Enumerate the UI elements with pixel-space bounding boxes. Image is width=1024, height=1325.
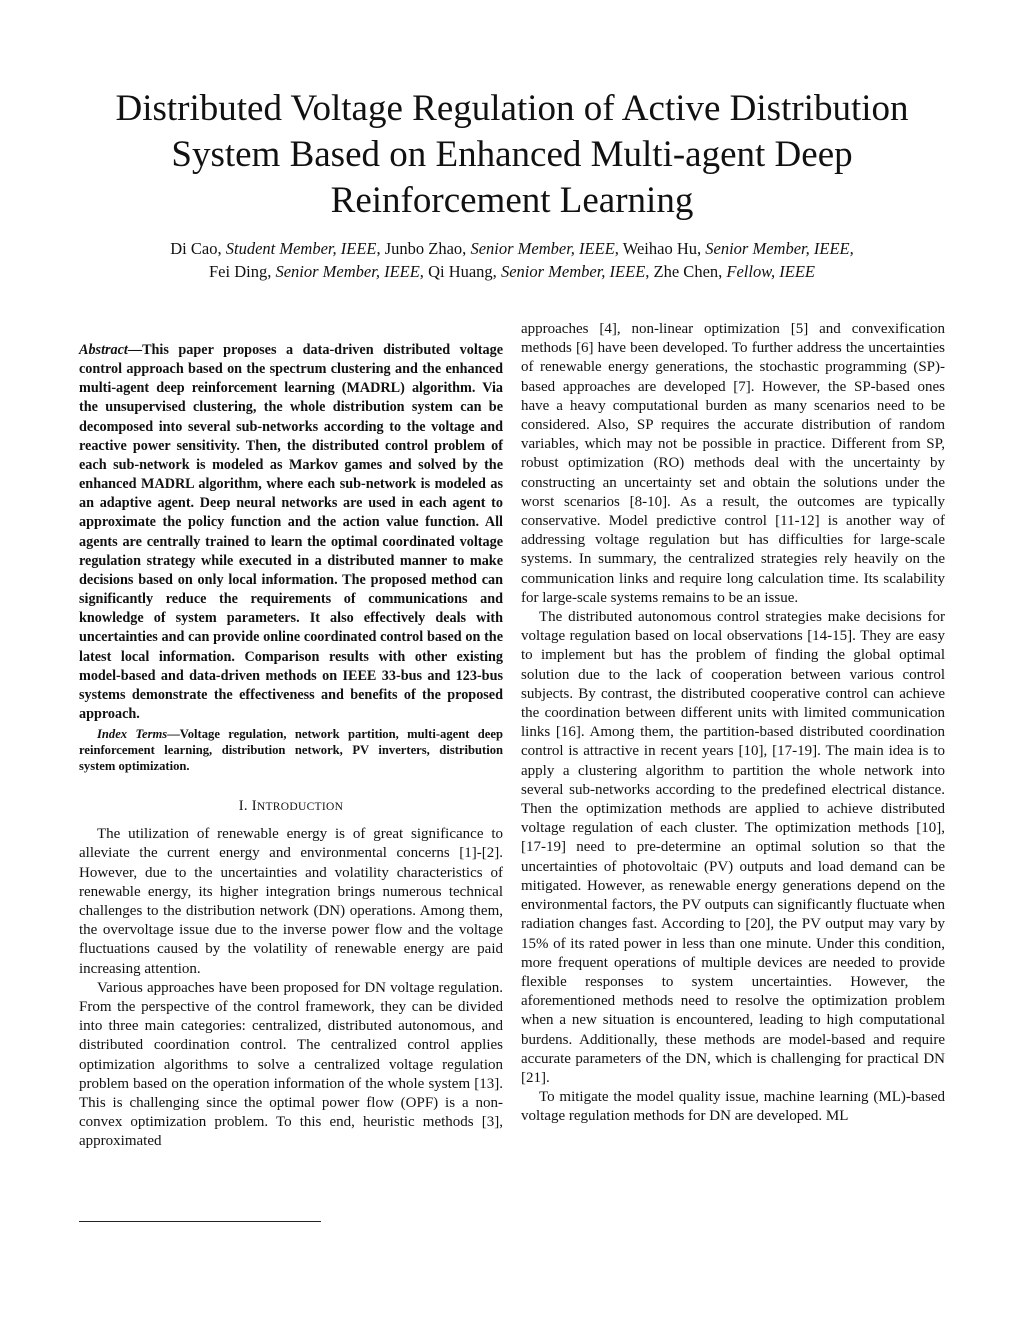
index-terms-body: —Voltage regulation, network partition, multi-agent deep reinforcement learning, distribution network, PV inverters, distribution system optimization.	[79, 727, 503, 774]
left-column	[79, 320, 503, 1152]
section-numeral: I. I	[238, 798, 257, 815]
right-column	[521, 320, 945, 1127]
author-membership: Fellow, IEEE	[726, 262, 815, 281]
section-heading-introduction	[79, 798, 503, 815]
author-name: , Weihao Hu,	[614, 239, 706, 258]
author-membership: Senior Member, IEEE,	[275, 262, 424, 281]
author-name: Di Cao,	[170, 239, 226, 258]
index-terms-label: Index Terms	[97, 727, 168, 742]
author-list	[40, 237, 984, 283]
abstract-label: Abstract	[79, 342, 128, 358]
author-name: Qi Huang,	[423, 262, 501, 281]
author-line	[40, 260, 984, 283]
body-paragraph: The utilization of renewable energy is of great significance to alleviate the current energy and environmental concerns [1]-[2]. However, due to the uncertainties and volatility characteristics of renewable energy, its higher integration brings numerous technical challenges to the distribution network (DN) operations. Among them, the overvoltage issue due to the inverse power flow and the voltage fluctuations caused by the volatility of renewable energy are paid increasing attention.	[79, 826, 503, 977]
paper-title	[40, 86, 984, 224]
body-paragraph: Various approaches have been proposed for DN voltage regulation. From the perspective of the control framework, they can be divided into three main categories: centralized, distributed autonomous, and distributed coordination control. The centralized control applies optimization algorithms to solve a centralized voltage regulation problem based on the operation information of the whole system [13]. This is challenging since the optimal power flow (OPF) is a non-convex optimization problem. To this end, heuristic methods [3], approximated	[79, 979, 503, 1150]
abstract-body: —This paper proposes a data-driven distributed voltage control approach based on the spectrum clustering and the enhanced multi-agent deep reinforcement learning (MADRL) algorithm. Via the unsupervised clustering, the whole distribution system can be decomposed into several sub-networks according to the voltage and reactive power sensitivity. Then, the distributed control problem of each sub-network is modeled as Markov games and solved by the enhanced MADRL algorithm, where each sub-network is modeled as an adaptive agent. Deep neural networks are used in each agent to approximate the policy function and the action value function. All agents are centrally trained to learn the optimal coordinated voltage regulation strategy while executed in a distributed manner to make decisions based on only local information. The proposed method can significantly reduce the requirements of communications and knowledge of system parameters. It also effectively deals with uncertainties and can provide online coordinated control based on the latest local information. Comparison results with other existing model-based and data-driven methods on IEEE 33-bus and 123-bus systems demonstrate the effectiveness and benefits of the proposed approach.	[79, 342, 503, 722]
author-membership: Student Member, IEEE	[225, 239, 377, 258]
author-membership: Senior Member, IEEE,	[705, 239, 854, 258]
body-paragraph: approaches [4], non-linear optimization [5] and convexification methods [6] have been developed. To further address the uncertainties of renewable energy generations, the stochastic programming (SP)-based approaches are developed [7]. However, the SP-based ones have a heavy computational burden as many scenarios need to be considered. Also, SP requires the accurate distribution of random variables, which may not be possible in practice. Different from SP, robust optimization (RO) methods deal with the uncertainty by constructing an uncertainty set and obtain the solutions under the worst scenarios [8-10]. As a result, the outcomes are typically conservative. Model predictive control [11-12] is another way of addressing voltage regulation but has difficulties for large-scale systems. In summary, the centralized strategies rely heavily on the communication links and require long calculation time. Its scalability for large-scale systems remains to be an issue.	[521, 321, 945, 606]
body-paragraph: The distributed autonomous control strategies make decisions for voltage regulation based on local observations [14-15]. They are easy to implement but has the problem of finding the global optimal solution due to the lack of cooperation between various control subjects. By contrast, the distributed cooperative control can achieve the coordination between different units with limited communication links [16]. Among them, the partition-based distributed coordination control is attractive in recent years [10], [17-19]. The main idea is to apply a clustering algorithm to partition the whole network into several sub-networks according to the predefined electrical distance. Then the optimization methods are applied to achieve distributed voltage regulation of each cluster. The optimization methods [10], [17-19] need to pre-determine an optimal solution so that the uncertainties of photovoltaic (PV) outputs and load demand can be mitigated. However, as renewable energy generations depend on the environmental factors, the PV outputs can significantly fluctuate when radiation changes fast. According to [20], the PV output may vary by 15% of its rated power in less than one minute. Under this condition, more frequent operations of multiple devices are needed to provide flexible responses to system uncertainties. However, the aforementioned methods need to resolve the optimization problem when a new situation is encountered, leading to high computational burdens. Additionally, these methods are model-based and require accurate parameters of the DN, which is challenging for practical DN [21].	[521, 609, 945, 1086]
index-terms	[79, 726, 503, 774]
author-name: , Junbo Zhao,	[376, 239, 471, 258]
title-line: Distributed Voltage Regulation of Active Distribution	[115, 88, 909, 129]
section-title: NTRODUCTION	[256, 801, 344, 814]
title-line: System Based on Enhanced Multi-agent Deep	[171, 134, 853, 175]
author-line	[40, 237, 984, 260]
author-name: , Zhe Chen,	[645, 262, 727, 281]
author-name: Fei Ding,	[209, 262, 276, 281]
body-paragraph: To mitigate the model quality issue, machine learning (ML)-based voltage regulation methods for DN are developed. ML	[521, 1089, 945, 1125]
footnote-divider	[79, 1221, 321, 1222]
abstract	[79, 341, 503, 724]
author-membership: Senior Member, IEEE	[470, 239, 615, 258]
author-membership: Senior Member, IEEE	[500, 262, 646, 281]
title-line: Reinforcement Learning	[330, 180, 694, 221]
